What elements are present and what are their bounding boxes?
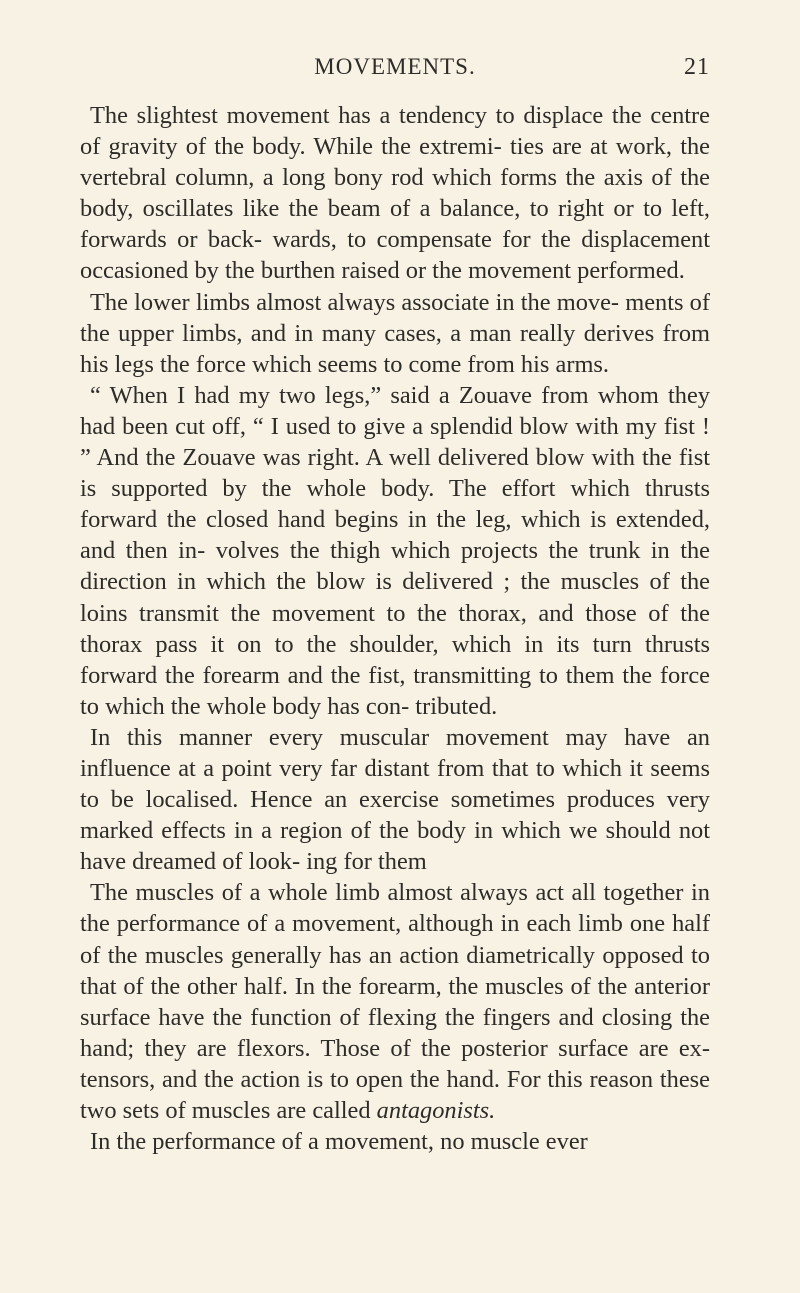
paragraph-lower-limbs: The lower limbs almost always associate in the move- ments of the upper limbs, and in many cases, a man really derives from his legs the force which seems to come from his arms. bbox=[80, 288, 710, 378]
paragraph-final-line: In the performance of a movement, no muscle ever bbox=[90, 1128, 588, 1156]
page-number: 21 bbox=[684, 54, 710, 80]
running-head-title: MOVEMENTS. bbox=[314, 54, 476, 79]
running-head bbox=[80, 54, 710, 84]
paragraph-gravity: The slightest movement has a tendency to displace the centre of gravity of the body. While the extremi- ties are at work, the vertebral column, a long bony rod which forms the axis of the body, oscillates like the beam of a balance, to right or to left, forwards or back- wards, to compensate for the displacement occasioned by the burthen raised or the movement performed. bbox=[80, 102, 710, 285]
paragraph-antagonists-text: The muscles of a whole limb almost always act all together in the performance of a movement, although in each limb one half of the muscles generally has an action diametrically opposed to that of the other half. In the forearm, the muscles of the anterior surface have the function of flexing the fingers and closing the hand; they are flexors. Those of the posterior surface are ex- tensors, and the action is to open the hand. For this reason these two sets of muscles are called bbox=[80, 879, 710, 1124]
body-text bbox=[80, 100, 710, 1157]
paragraph-antagonists bbox=[80, 877, 710, 1126]
paragraph-influence: In this manner every muscular movement may have an influence at a point very far distant from that to which it seems to be localised. Hence an exercise sometimes produces very marked effects in a region of the body in which we should not have dreamed of look- ing for them bbox=[80, 723, 710, 876]
paragraph-zouave: “ When I had my two legs,” said a Zouave from whom they had been cut off, “ I used to give a splendid blow with my fist ! ” And the Zouave was right. A well delivered blow with the fist is supported by the whole body. The effort which thrusts forward the closed hand begins in the leg, which is extended, and then in- volves the thigh which projects the trunk in the direction in which the blow is delivered ; the muscles of the loins transmit the movement to the thorax, and those of the thorax pass it on to the shoulder, which in its turn thrusts forward the forearm and the fist, transmitting to them the force to which the whole body has con- tributed. bbox=[80, 381, 710, 720]
antagonists-term: antagonists. bbox=[376, 1097, 496, 1124]
